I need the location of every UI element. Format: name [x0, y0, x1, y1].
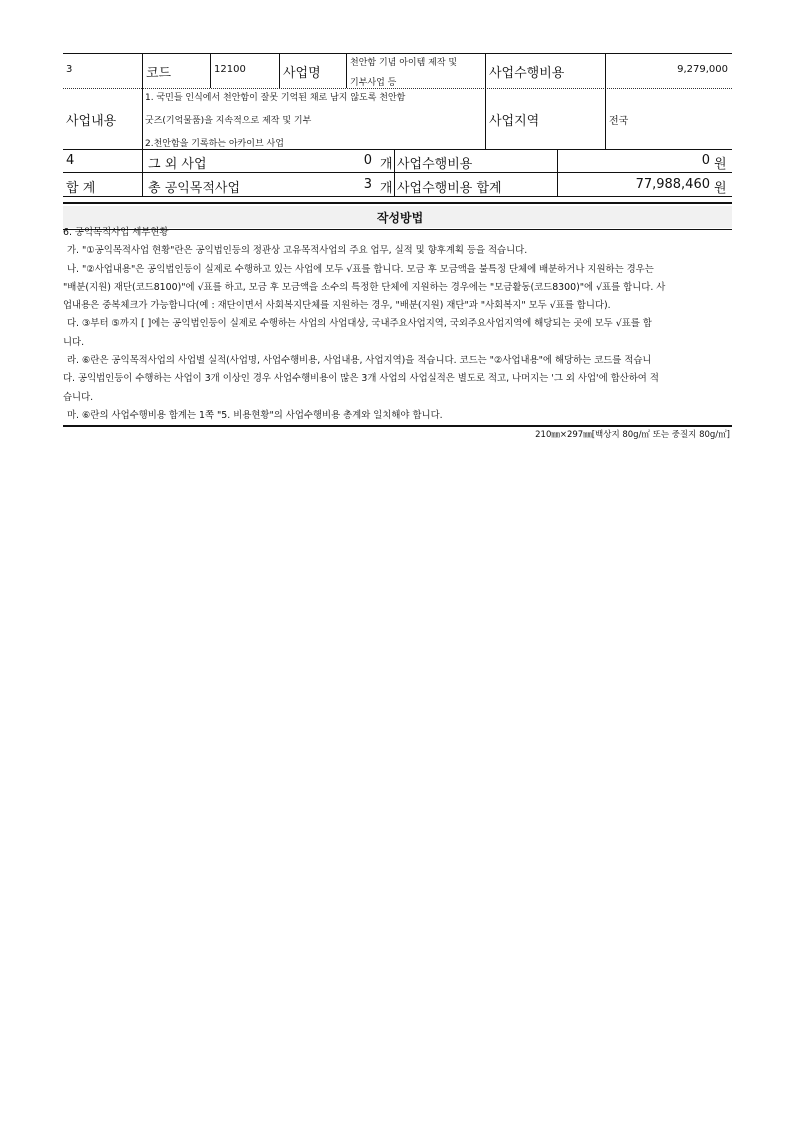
instructions-title: 작성방법	[376, 211, 424, 225]
row3-content-divider	[142, 88, 143, 149]
table-end-border	[63, 202, 732, 204]
row4-col-divider	[557, 149, 558, 196]
row3-content-line3: 2.천안함을 기록하는 아카이브 사업	[145, 139, 284, 149]
total-count: 3	[363, 177, 372, 192]
row3-content-line2: 굿즈(기억물품)을 지속적으로 제작 및 기부	[145, 116, 312, 126]
row3-name-value-line2: 기부사업 등	[350, 78, 397, 88]
row3-content-label: 사업내용	[66, 114, 117, 129]
row3-region-value: 전국	[609, 116, 629, 127]
row4-number: 4	[66, 153, 75, 168]
row3-divider	[63, 88, 732, 89]
total-label: 합 계	[66, 181, 96, 196]
table-top-border	[63, 53, 732, 54]
row3-col-divider	[210, 53, 211, 88]
row4-label: 그 외 사업	[148, 157, 207, 172]
total-bottom-border	[63, 196, 732, 197]
total-sub-label: 총 공익목적사업	[148, 181, 241, 196]
row3-content-line1: 1. 국민들 인식에서 천안함이 잘못 기억된 채로 남지 않도록 천안함	[145, 93, 406, 103]
instruction-line: 가. "①공익목적사업 현황"란은 공익법인등의 정관상 고유목적사업의 주요 업무, 실적 및 향후계획 등을 적습니다.	[67, 245, 528, 257]
row4-col-divider	[142, 149, 143, 196]
instruction-line: 업내용은 중복체크가 가능합니다(예 : 재단이면서 사회복지단체를 지원하는 경우, "배분(지원) 재단"과 "사회복지" 모두 √표를 합니다).	[63, 300, 611, 312]
paper-spec: 210㎜×297㎜[백상지 80g/㎡ 또는 중질지 80g/㎡]	[535, 430, 730, 440]
row3-col-divider	[346, 53, 347, 88]
row4-count-unit: 개	[380, 157, 393, 172]
instruction-line: 다. ③부터 ⑤까지 [ ]에는 공익법인등이 실제로 수행하는 사업의 사업대상, 국내주요사업지역, 국외주요사업지역에 해당되는 곳에 모두 √표를 합	[67, 318, 652, 330]
row3-bottom-border	[63, 149, 732, 150]
total-cost-label: 사업수행비용 합계	[397, 181, 502, 196]
row3-col-divider	[279, 53, 280, 88]
row4-bottom-border	[63, 172, 732, 173]
instruction-line: 라. ⑥란은 공익목적사업의 사업별 실적(사업명, 사업수행비용, 사업내용, 사업지역)을 적습니다. 코드는 "②사업내용"에 해당하는 코드를 적습니	[67, 355, 652, 367]
row4-col-divider	[394, 149, 395, 196]
instruction-line: 마. ⑥란의 사업수행비용 합계는 1쪽 "5. 비용현황"의 사업수행비용 총계와 일치해야 합니다.	[67, 409, 443, 421]
instructions-bottom-border	[63, 425, 732, 427]
row4-cost-value: 0	[701, 153, 710, 168]
row3-col-divider	[485, 53, 486, 149]
row4-cost-label: 사업수행비용	[397, 157, 473, 172]
row3-code-label: 코드	[146, 66, 172, 81]
instructions-heading: 6. 공익목적사업 세부현황	[63, 227, 169, 238]
instructions-body	[63, 224, 735, 425]
total-count-unit: 개	[380, 181, 393, 196]
instruction-line: "배분(지원) 재단(코드8100)"에 √표를 하고, 모금 후 모금액을 소수의 특정한 단체에 지원하는 경우에는 "모금활동(코드8300)"에 √표를 합니다. 사	[63, 281, 666, 293]
instruction-line: 습니다.	[63, 391, 94, 403]
row3-col-divider	[142, 53, 143, 88]
total-cost-value: 77,988,460	[635, 177, 710, 192]
row3-name-value-line1: 천안함 기념 아이템 제작 및	[350, 58, 458, 68]
row3-cost-value: 9,279,000	[677, 64, 728, 75]
row3-name-label: 사업명	[283, 66, 321, 81]
row3-col-divider	[605, 53, 606, 149]
row3-number: 3	[66, 64, 73, 75]
instruction-line: 니다.	[63, 336, 85, 348]
total-cost-unit: 원	[714, 181, 727, 196]
row3-region-label: 사업지역	[489, 114, 540, 129]
row4-cost-unit: 원	[714, 157, 727, 172]
instruction-line: 나. "②사업내용"은 공익법인등이 실제로 수행하고 있는 사업에 모두 √표를 합니다. 모금 후 모금액을 불특정 단체에 배분하거나 지원하는 경우는	[67, 263, 654, 275]
row3-code-value: 12100	[214, 64, 246, 75]
row3-cost-label: 사업수행비용	[489, 66, 565, 81]
instruction-line: 다. 공익법인등이 수행하는 사업이 3개 이상인 경우 사업수행비용이 많은 3개 사업의 사업실적은 별도로 적고, 나머지는 '그 외 사업'에 합산하여 적	[63, 373, 659, 385]
row4-count: 0	[363, 153, 372, 168]
